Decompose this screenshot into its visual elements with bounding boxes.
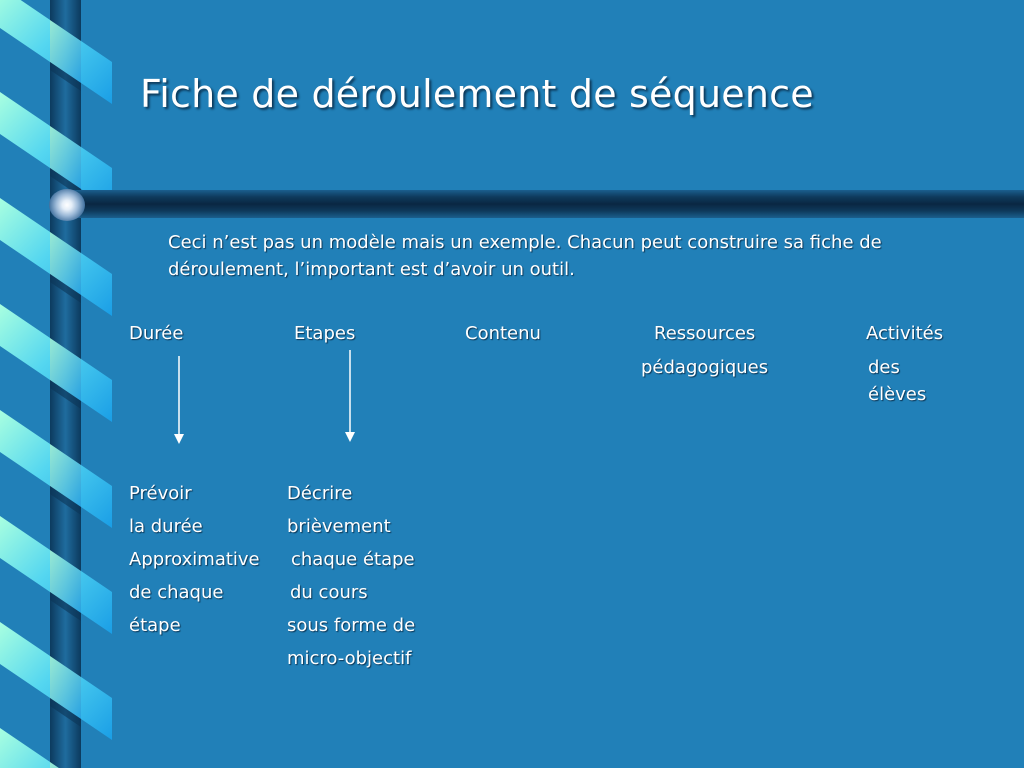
page-title: Fiche de déroulement de séquence: [140, 72, 814, 116]
duree-detail-line: de chaque: [129, 582, 224, 603]
divider-knob: [49, 189, 85, 221]
intro-text: Ceci n’est pas un modèle mais un exemple. Chacun peut construire sa fiche de déroulement, l’important est d’avoir un outil.: [168, 232, 882, 280]
column-header-activites-line2: des: [868, 357, 900, 378]
etapes-detail-line: sous forme de: [287, 615, 416, 636]
etapes-detail-line: Décrire: [287, 483, 353, 504]
etapes-details: [287, 477, 415, 675]
etapes-detail-line: brièvement: [287, 516, 391, 537]
duree-detail-line: Prévoir: [129, 483, 192, 504]
duree-detail-line: Approximative: [129, 549, 260, 570]
column-header-duree: Durée: [129, 323, 184, 344]
etapes-detail-line: du cours: [290, 582, 368, 603]
column-header-activites: Activités: [866, 323, 944, 344]
header-divider-bar: [66, 190, 1024, 218]
duree-detail-line: étape: [129, 615, 181, 636]
etapes-detail-line: micro-objectif: [287, 648, 412, 669]
column-header-contenu: Contenu: [465, 323, 541, 344]
decorative-ribbon: [0, 0, 115, 768]
column-header-ressources-line2: pédagogiques: [641, 357, 769, 378]
duree-detail-line: la durée: [129, 516, 203, 537]
column-header-ressources: Ressources: [654, 323, 756, 344]
column-header-activites-line3: élèves: [868, 384, 927, 405]
etapes-down-arrow-icon: [343, 350, 357, 444]
duree-details: [129, 477, 260, 642]
duree-down-arrow-icon: [172, 356, 186, 446]
etapes-detail-line: chaque étape: [291, 549, 415, 570]
column-header-etapes: Etapes: [294, 323, 356, 344]
